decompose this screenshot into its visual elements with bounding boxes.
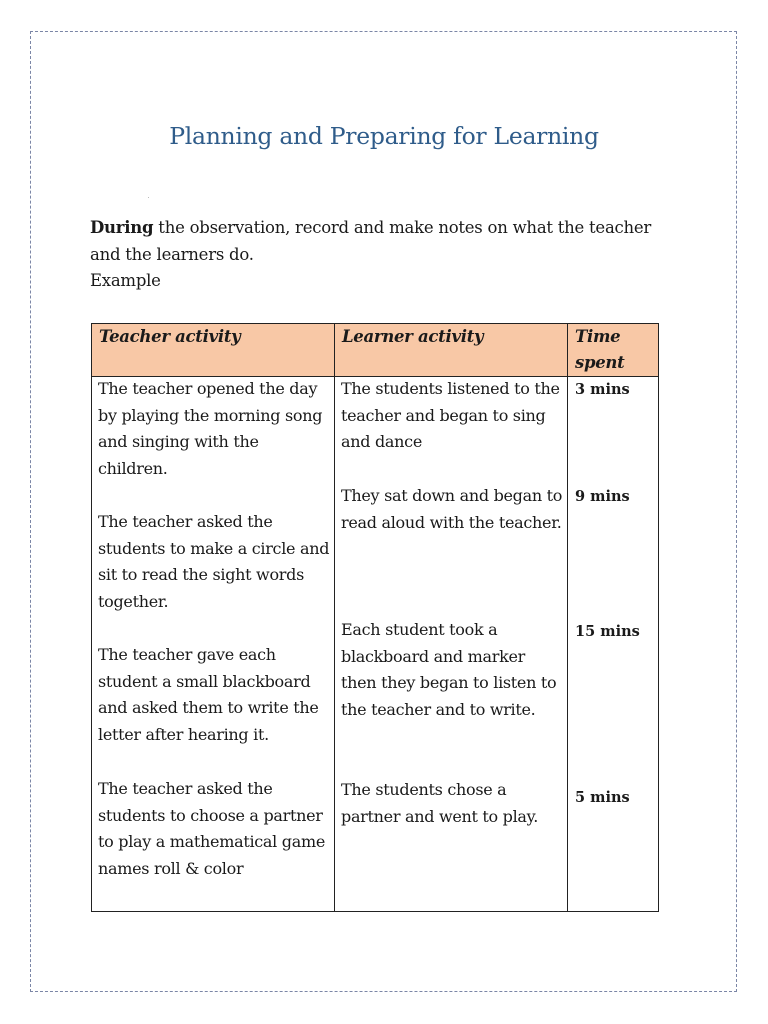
learner-activity-entry: They sat down and began to read aloud with the teacher. [341,486,563,532]
learner-activity-cell [335,377,568,912]
teacher-activity-entry: The teacher opened the day by playing the morning song and singing with the children. [98,379,323,478]
header-teacher-activity [92,324,335,377]
teacher-activity-cell [92,377,335,912]
table-body-row [92,377,659,912]
header-learner-label: Learner activity [342,327,484,346]
learner-activity-entry: The students chose a partner and went to play. [341,780,539,826]
header-time-label: Time spent [575,327,625,372]
intro-bold-lead: During [90,218,154,237]
time-spent-value: 5 mins [575,789,630,806]
table-header-row [92,324,659,377]
time-spent-value: 9 mins [575,488,630,505]
example-label: Example [90,271,161,290]
time-spent-value: 15 mins [575,623,640,640]
intro-instruction [90,215,670,268]
stray-mark [148,197,149,198]
learner-activity-entry: Each student took a blackboard and marker then they began to listen to the teacher and to write. [341,620,557,719]
page-title: Planning and Preparing for Learning [169,122,599,150]
teacher-activity-entry: The teacher asked the students to choose a partner to play a mathematical game names roll & color [98,779,325,878]
time-spent-cell [568,377,659,912]
header-teacher-label: Teacher activity [99,327,241,346]
activity-table [91,323,659,912]
teacher-activity-entry: The teacher gave each student a small blackboard and asked them to write the letter after hearing it. [98,645,319,744]
time-spent-value: 3 mins [575,381,630,398]
header-learner-activity [335,324,568,377]
teacher-activity-entry: The teacher asked the students to make a circle and sit to read the sight words together. [98,512,330,611]
header-time-spent [568,324,659,377]
learner-activity-entry: The students listened to the teacher and began to sing and dance [341,379,560,452]
intro-paragraph [90,215,670,295]
intro-text: the observation, record and make notes on what the teacher and the learners do. [90,218,652,264]
